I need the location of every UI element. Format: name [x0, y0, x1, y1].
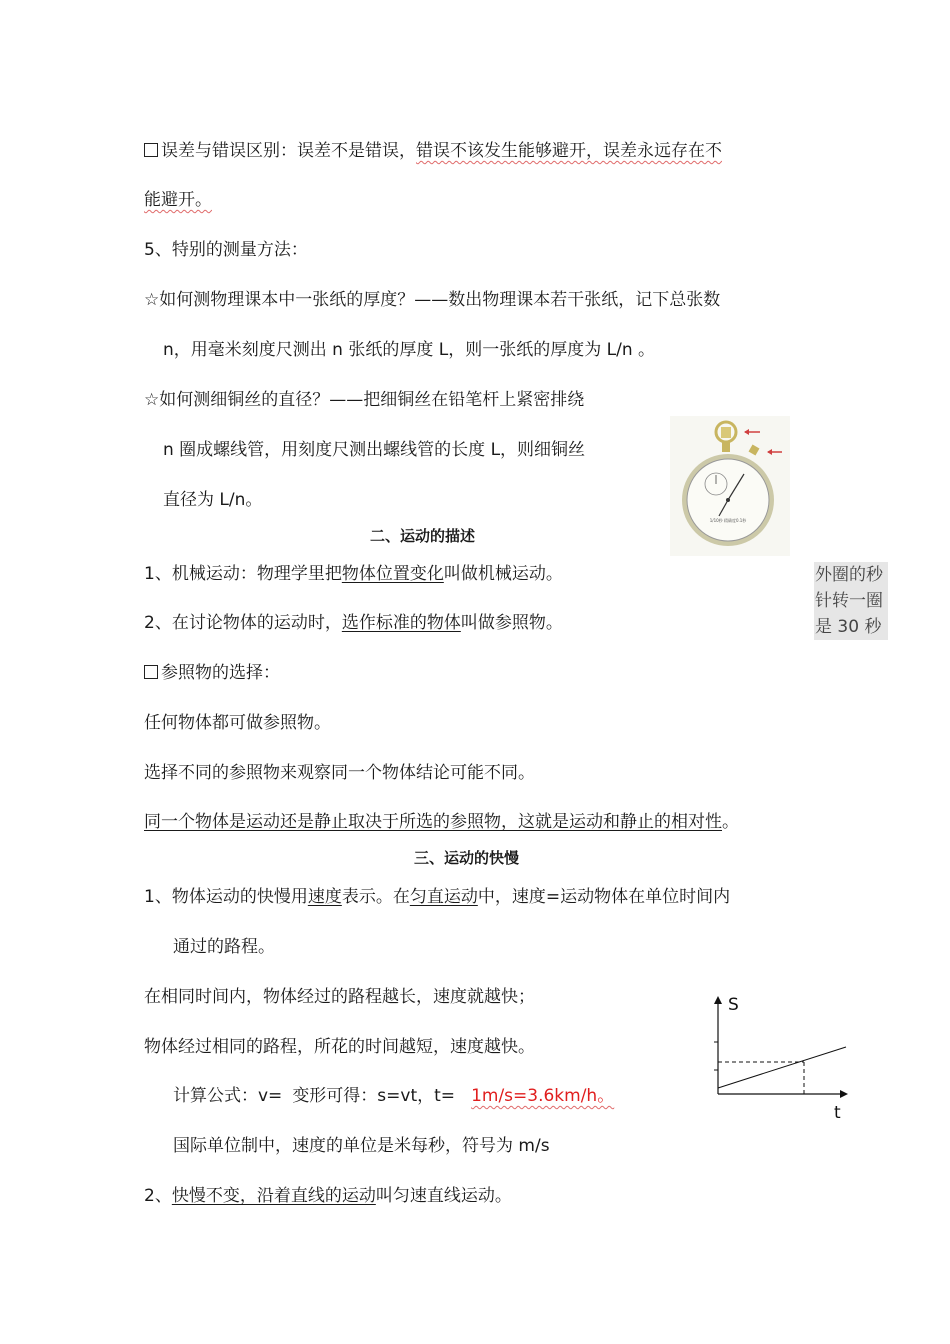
text: 错误不该发生能够避开，误差永远存在不 [416, 141, 722, 161]
text: 1、物体运动的快慢用 [144, 887, 308, 907]
text: 中，速度=运动物体在单位时间内 [477, 887, 731, 907]
formula-line [173, 1084, 614, 1108]
speed-definition-line [144, 885, 730, 909]
underlined-term: 快慢不变，沿着直线的运动 [171, 1186, 376, 1206]
text: 变形可得：s=vt，t= [292, 1086, 456, 1106]
text: 叫做参照物。 [460, 613, 563, 633]
text: 叫匀速直线运动。 [375, 1186, 512, 1206]
relativity-line [144, 810, 739, 834]
si-unit-line: 国际单位制中，速度的单位是米每秒，符号为 m/s [173, 1136, 550, 1156]
reference-selection-line [144, 661, 280, 685]
text: 2、在讨论物体的运动时， [144, 613, 342, 633]
text: 计算公式：v= [173, 1086, 283, 1106]
underlined-term: 匀直运动 [409, 887, 478, 907]
paper-thickness-question: ☆如何测物理课本中一张纸的厚度？——数出物理课本若干张纸，记下总张数 [144, 290, 721, 310]
underlined-term: 选作标准的物体 [341, 613, 461, 633]
text: 1、机械运动：物理学里把 [144, 564, 342, 584]
speed-definition-line-2: 通过的路程。 [173, 937, 275, 957]
text: 叫做机械运动。 [443, 564, 563, 584]
reference-object-line [144, 611, 563, 635]
unit-conversion: 1m/s=3.6km/h。 [471, 1086, 615, 1106]
underlined-term: 速度 [307, 887, 342, 907]
crown [721, 427, 731, 438]
section-3-heading: 三、运动的快慢 [414, 849, 520, 867]
stopwatch-note: 外圈的秒针转一圈是 30 秒 [814, 562, 888, 640]
y-axis-arrow-icon [714, 996, 722, 1004]
text: 2、 [144, 1186, 172, 1206]
error-distinction-line [144, 139, 722, 163]
stopwatch-image [670, 416, 790, 556]
x-axis-label: t [834, 1103, 841, 1123]
underlined-sentence: 同一个物体是运动还是静止取决于所选的参照物，这就是运动和静止的相对性 [144, 812, 722, 832]
dial-text: 1/10秒 精确度0.1秒 [709, 518, 747, 523]
x-axis-arrow-icon [840, 1090, 848, 1098]
different-reference-line: 选择不同的参照物来观察同一个物体结论可能不同。 [144, 763, 535, 783]
error-distinction-line-2: 能避开。 [144, 190, 212, 210]
s-t-line [718, 1047, 846, 1088]
text: 参照物的选择： [161, 663, 280, 683]
paper-thickness-answer: n，用毫米刻度尺测出 n 张纸的厚度 L，则一张纸的厚度为 L/n 。 [163, 340, 656, 360]
underlined-term: 物体位置变化 [341, 564, 444, 584]
text: 表示。在 [341, 887, 410, 907]
wire-diameter-answer: n 圈成螺线管，用刻度尺测出螺线管的长度 L，则细铜丝 [163, 440, 586, 460]
same-time-line: 在相同时间内，物体经过的路程越长，速度就越快； [144, 987, 535, 1007]
section-2-heading: 二、运动的描述 [370, 527, 476, 545]
text: 。 [722, 812, 739, 832]
mechanical-motion-line [144, 562, 563, 586]
any-object-line: 任何物体都可做参照物。 [144, 713, 331, 733]
checkbox-icon [144, 665, 158, 679]
uniform-motion-line [144, 1184, 512, 1208]
wire-diameter-question: ☆如何测细铜丝的直径？——把细铜丝在铅笔杆上紧密排绕 [144, 390, 585, 410]
stem [722, 442, 730, 452]
same-distance-line: 物体经过相同的路程，所花的时间越短，速度越快。 [144, 1037, 535, 1057]
hand-pivot [726, 498, 730, 502]
checkbox-icon [144, 143, 158, 157]
wire-diameter-answer-2: 直径为 L/n。 [163, 490, 263, 510]
s-t-graph [706, 990, 856, 1125]
text: 误差与错误区别：误差不是错误， [161, 141, 416, 161]
section-5-title: 5、特别的测量方法： [144, 240, 308, 260]
y-axis-label: S [728, 995, 739, 1015]
